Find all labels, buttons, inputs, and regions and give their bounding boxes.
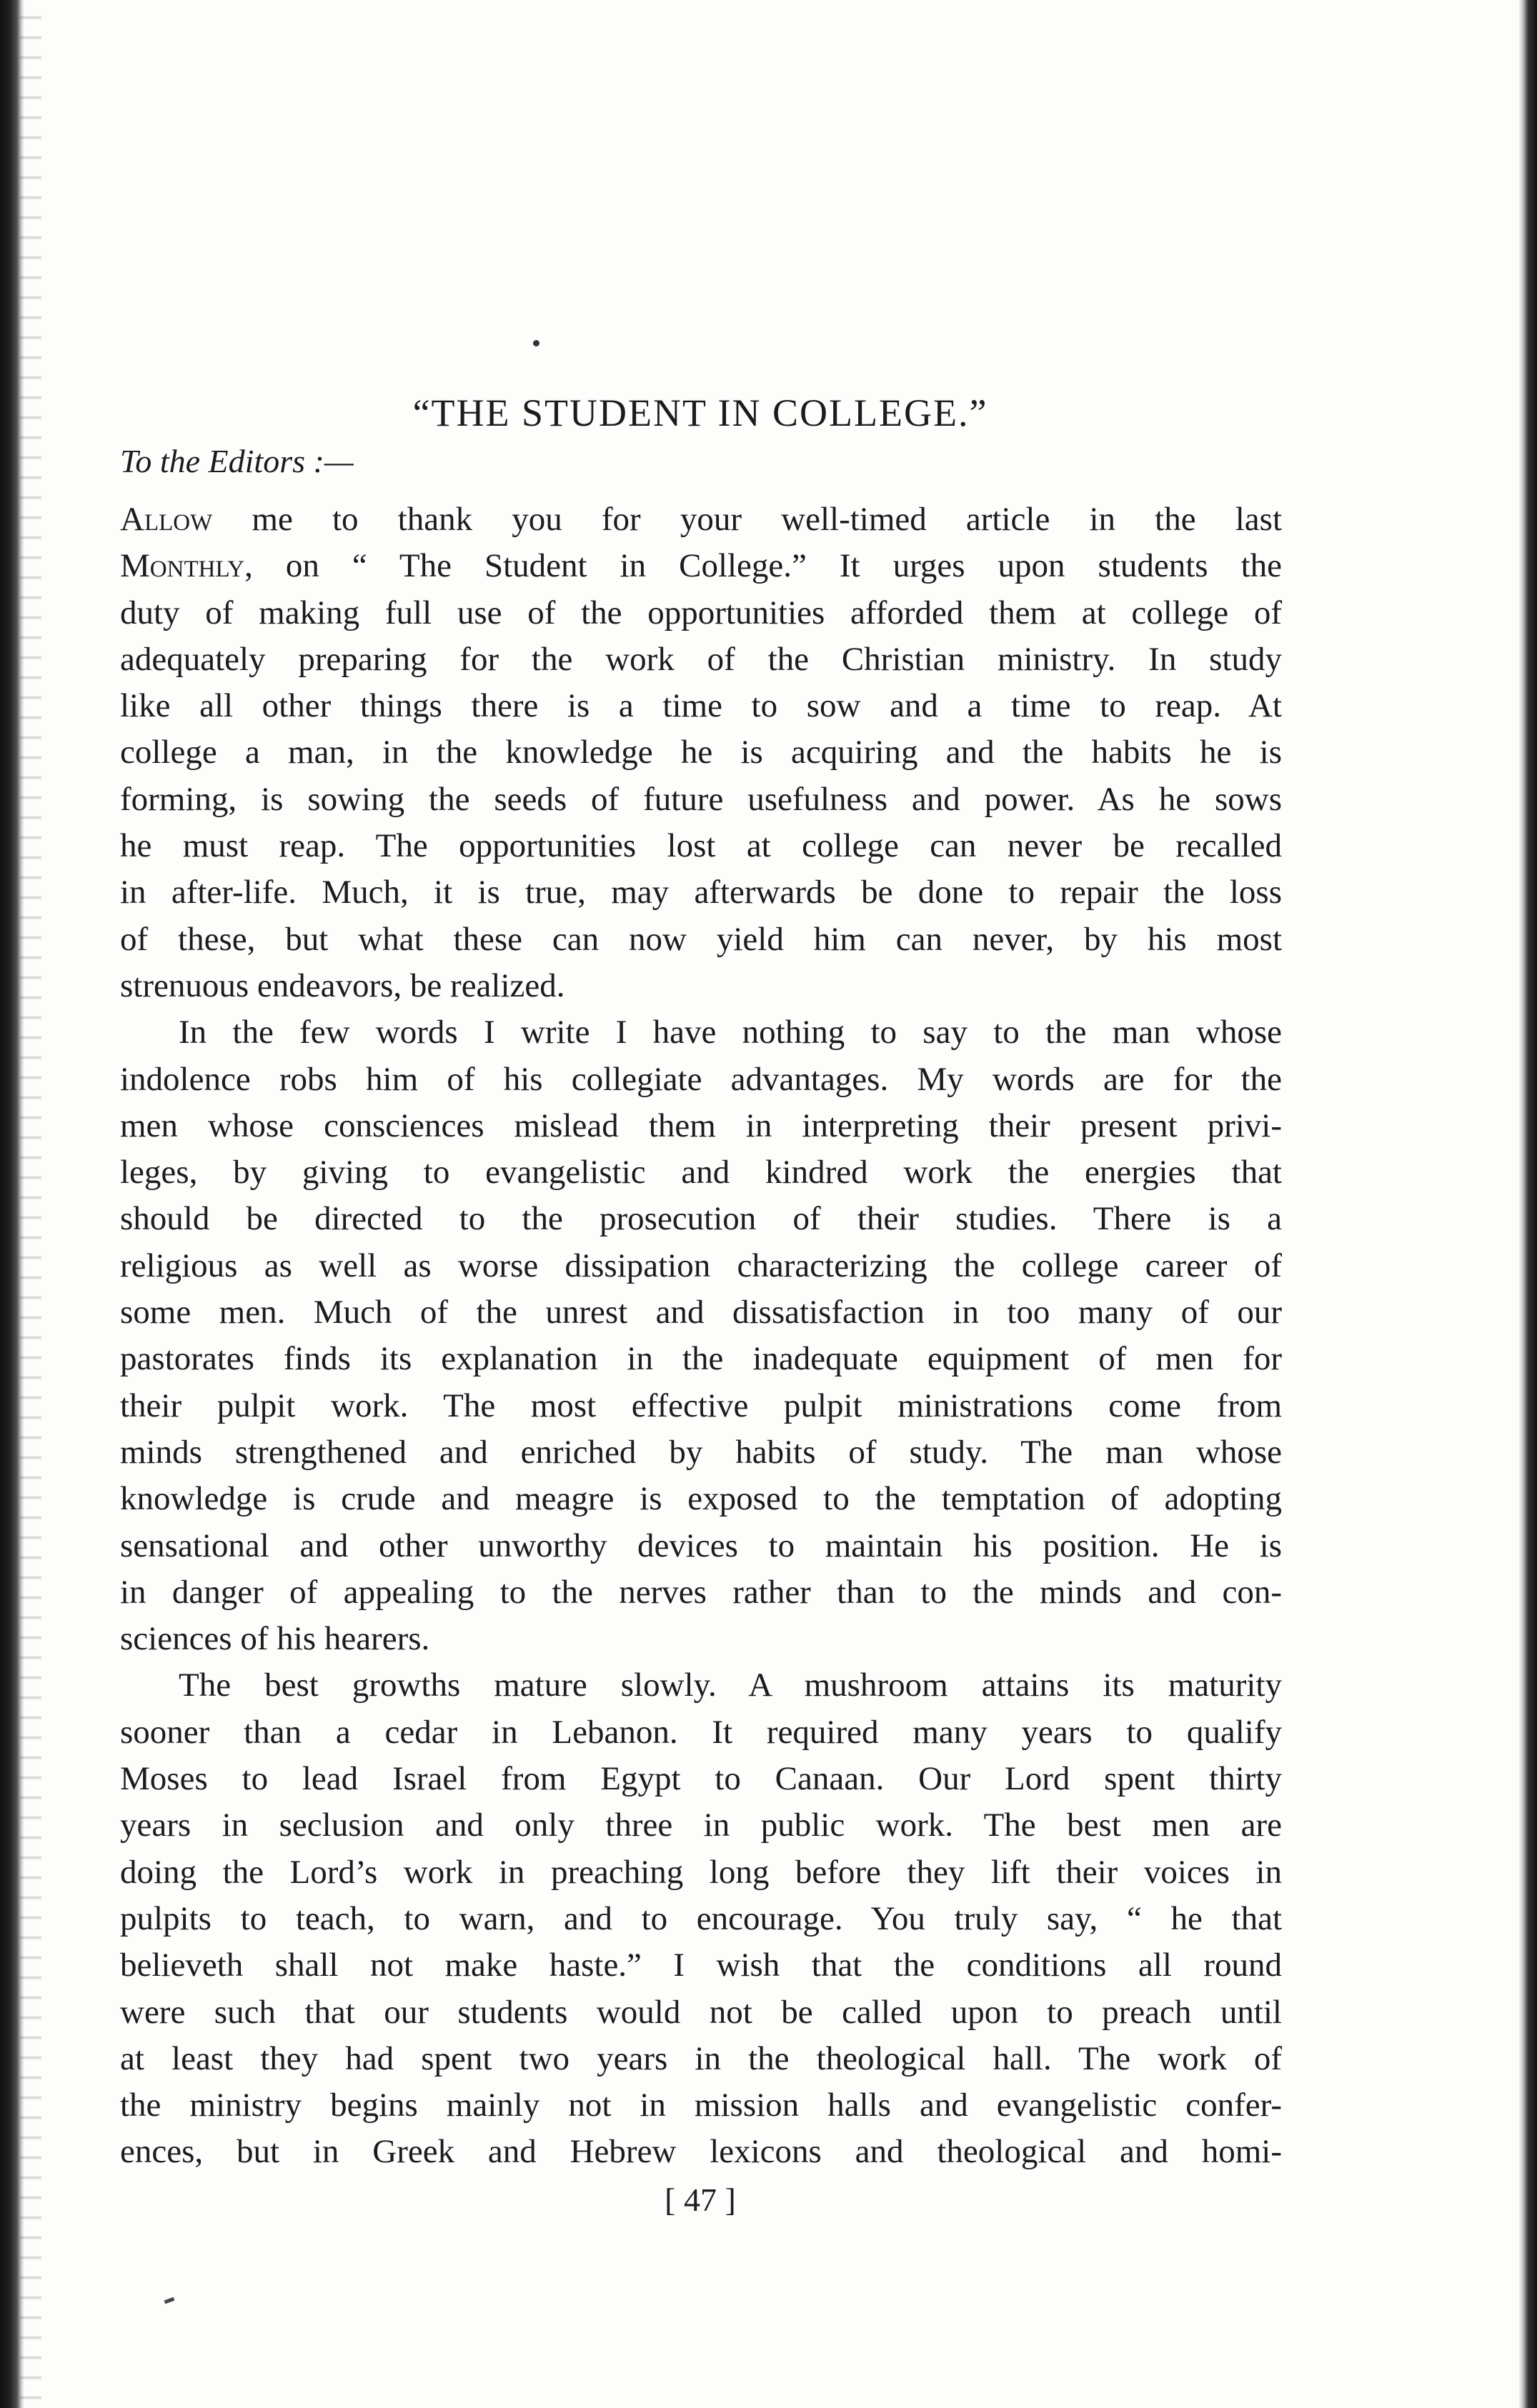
text-line: of these, but what these can now yield him can never, by his most: [120, 920, 1282, 958]
paragraph-3: [120, 1662, 1282, 2175]
text-line: should be directed to the prosecution of their studies. There is a: [120, 1200, 1282, 1238]
text-line: at least they had spent two years in the theological hall. The work of: [120, 2039, 1282, 2077]
text-line: doing the Lord’s work in preaching long before they lift their voices in: [120, 1853, 1282, 1891]
text-line: duty of making full use of the opportunities afforded them at college of: [120, 594, 1282, 631]
ink-dash-mark: [164, 2297, 175, 2304]
text-line: strenuous endeavors, be realized.: [120, 966, 565, 1004]
article-title: “THE STUDENT IN COLLEGE.”: [412, 391, 988, 434]
ink-dot-mark: [533, 340, 539, 346]
scan-noise-left: [20, 0, 41, 2408]
text-line: sooner than a cedar in Lebanon. It required many years to qualify: [120, 1713, 1282, 1751]
paragraph-1: [120, 496, 1282, 1009]
text-line: some men. Much of the unrest and dissatisfaction in too many of our: [120, 1294, 1282, 1332]
text-line: minds strengthened and enriched by habits of study. The man whose: [120, 1433, 1282, 1471]
text-line: sciences of his hearers.: [120, 1620, 430, 1658]
salutation: To the Editors :—: [120, 443, 354, 479]
text-line: indolence robs him of his collegiate advantages. My words are for the: [120, 1060, 1282, 1098]
text-line: leges, by giving to evangelistic and kindred work the energies that: [120, 1154, 1282, 1191]
article-body: [120, 496, 1282, 2176]
text-line: pastorates finds its explanation in the inadequate equipment of men for: [120, 1340, 1282, 1378]
line-text: me to thank you for your well-timed article in the last: [212, 501, 1282, 538]
text-line: sensational and other unworthy devices to maintain his position. He is: [120, 1527, 1282, 1564]
text-line: Moses to lead Israel from Egypt to Canaan. Our Lord spent thirty: [120, 1760, 1282, 1798]
text-line: knowledge is crude and meagre is exposed to the temptation of adopting: [120, 1480, 1282, 1518]
text-line: religious as well as worse dissipation characterizing the college career of: [120, 1247, 1282, 1284]
text-line: the ministry begins mainly not in mission halls and evangelistic confer-: [120, 2087, 1282, 2124]
text-line: ences, but in Greek and Hebrew lexicons and theological and homi-: [120, 2133, 1282, 2171]
scan-binding-edge-right: [1518, 0, 1537, 2408]
text-line: [120, 496, 1282, 543]
text-line: men whose consciences mislead them in interpreting their present privi-: [120, 1106, 1282, 1144]
page-number: [ 47 ]: [665, 2182, 736, 2218]
text-line: college a man, in the knowledge he is acquiring and the habits he is: [120, 734, 1282, 771]
text-line: were such that our students would not be called upon to preach until: [120, 1993, 1282, 2031]
text-line: years in seclusion and only three in public work. The best men are: [120, 1807, 1282, 1844]
text-line: pulpits to teach, to warn, and to encourage. You truly say, “ he that: [120, 1899, 1282, 1937]
text-line: forming, is sowing the seeds of future usefulness and power. As he sows: [120, 780, 1282, 818]
text-line: [120, 543, 1282, 589]
drop-word-allow: Allow: [120, 501, 213, 538]
line-text: , on “ The Student in College.” It urges upon students the: [244, 547, 1282, 585]
text-line: adequately preparing for the work of the Christian ministry. In study: [120, 640, 1282, 678]
text-line: their pulpit work. The most effective pulpit ministrations come from: [120, 1387, 1282, 1424]
text-line: in after-life. Much, it is true, may afterwards be done to repair the loss: [120, 874, 1282, 911]
text-line: in danger of appealing to the nerves rather than to the minds and con-: [120, 1573, 1282, 1611]
text-line: In the few words I write I have nothing to say to the man whose: [179, 1014, 1282, 1051]
text-line: The best growths mature slowly. A mushroom attains its maturity: [179, 1667, 1282, 1704]
text-line: like all other things there is a time to sow and a time to reap. At: [120, 687, 1282, 725]
monthly-small-caps: Monthly: [120, 547, 245, 585]
text-line: believeth shall not make haste.” I wish that the conditions all round: [120, 1947, 1282, 1984]
text-line: he must reap. The opportunities lost at college can never be recalled: [120, 827, 1282, 865]
paragraph-2: [120, 1009, 1282, 1662]
